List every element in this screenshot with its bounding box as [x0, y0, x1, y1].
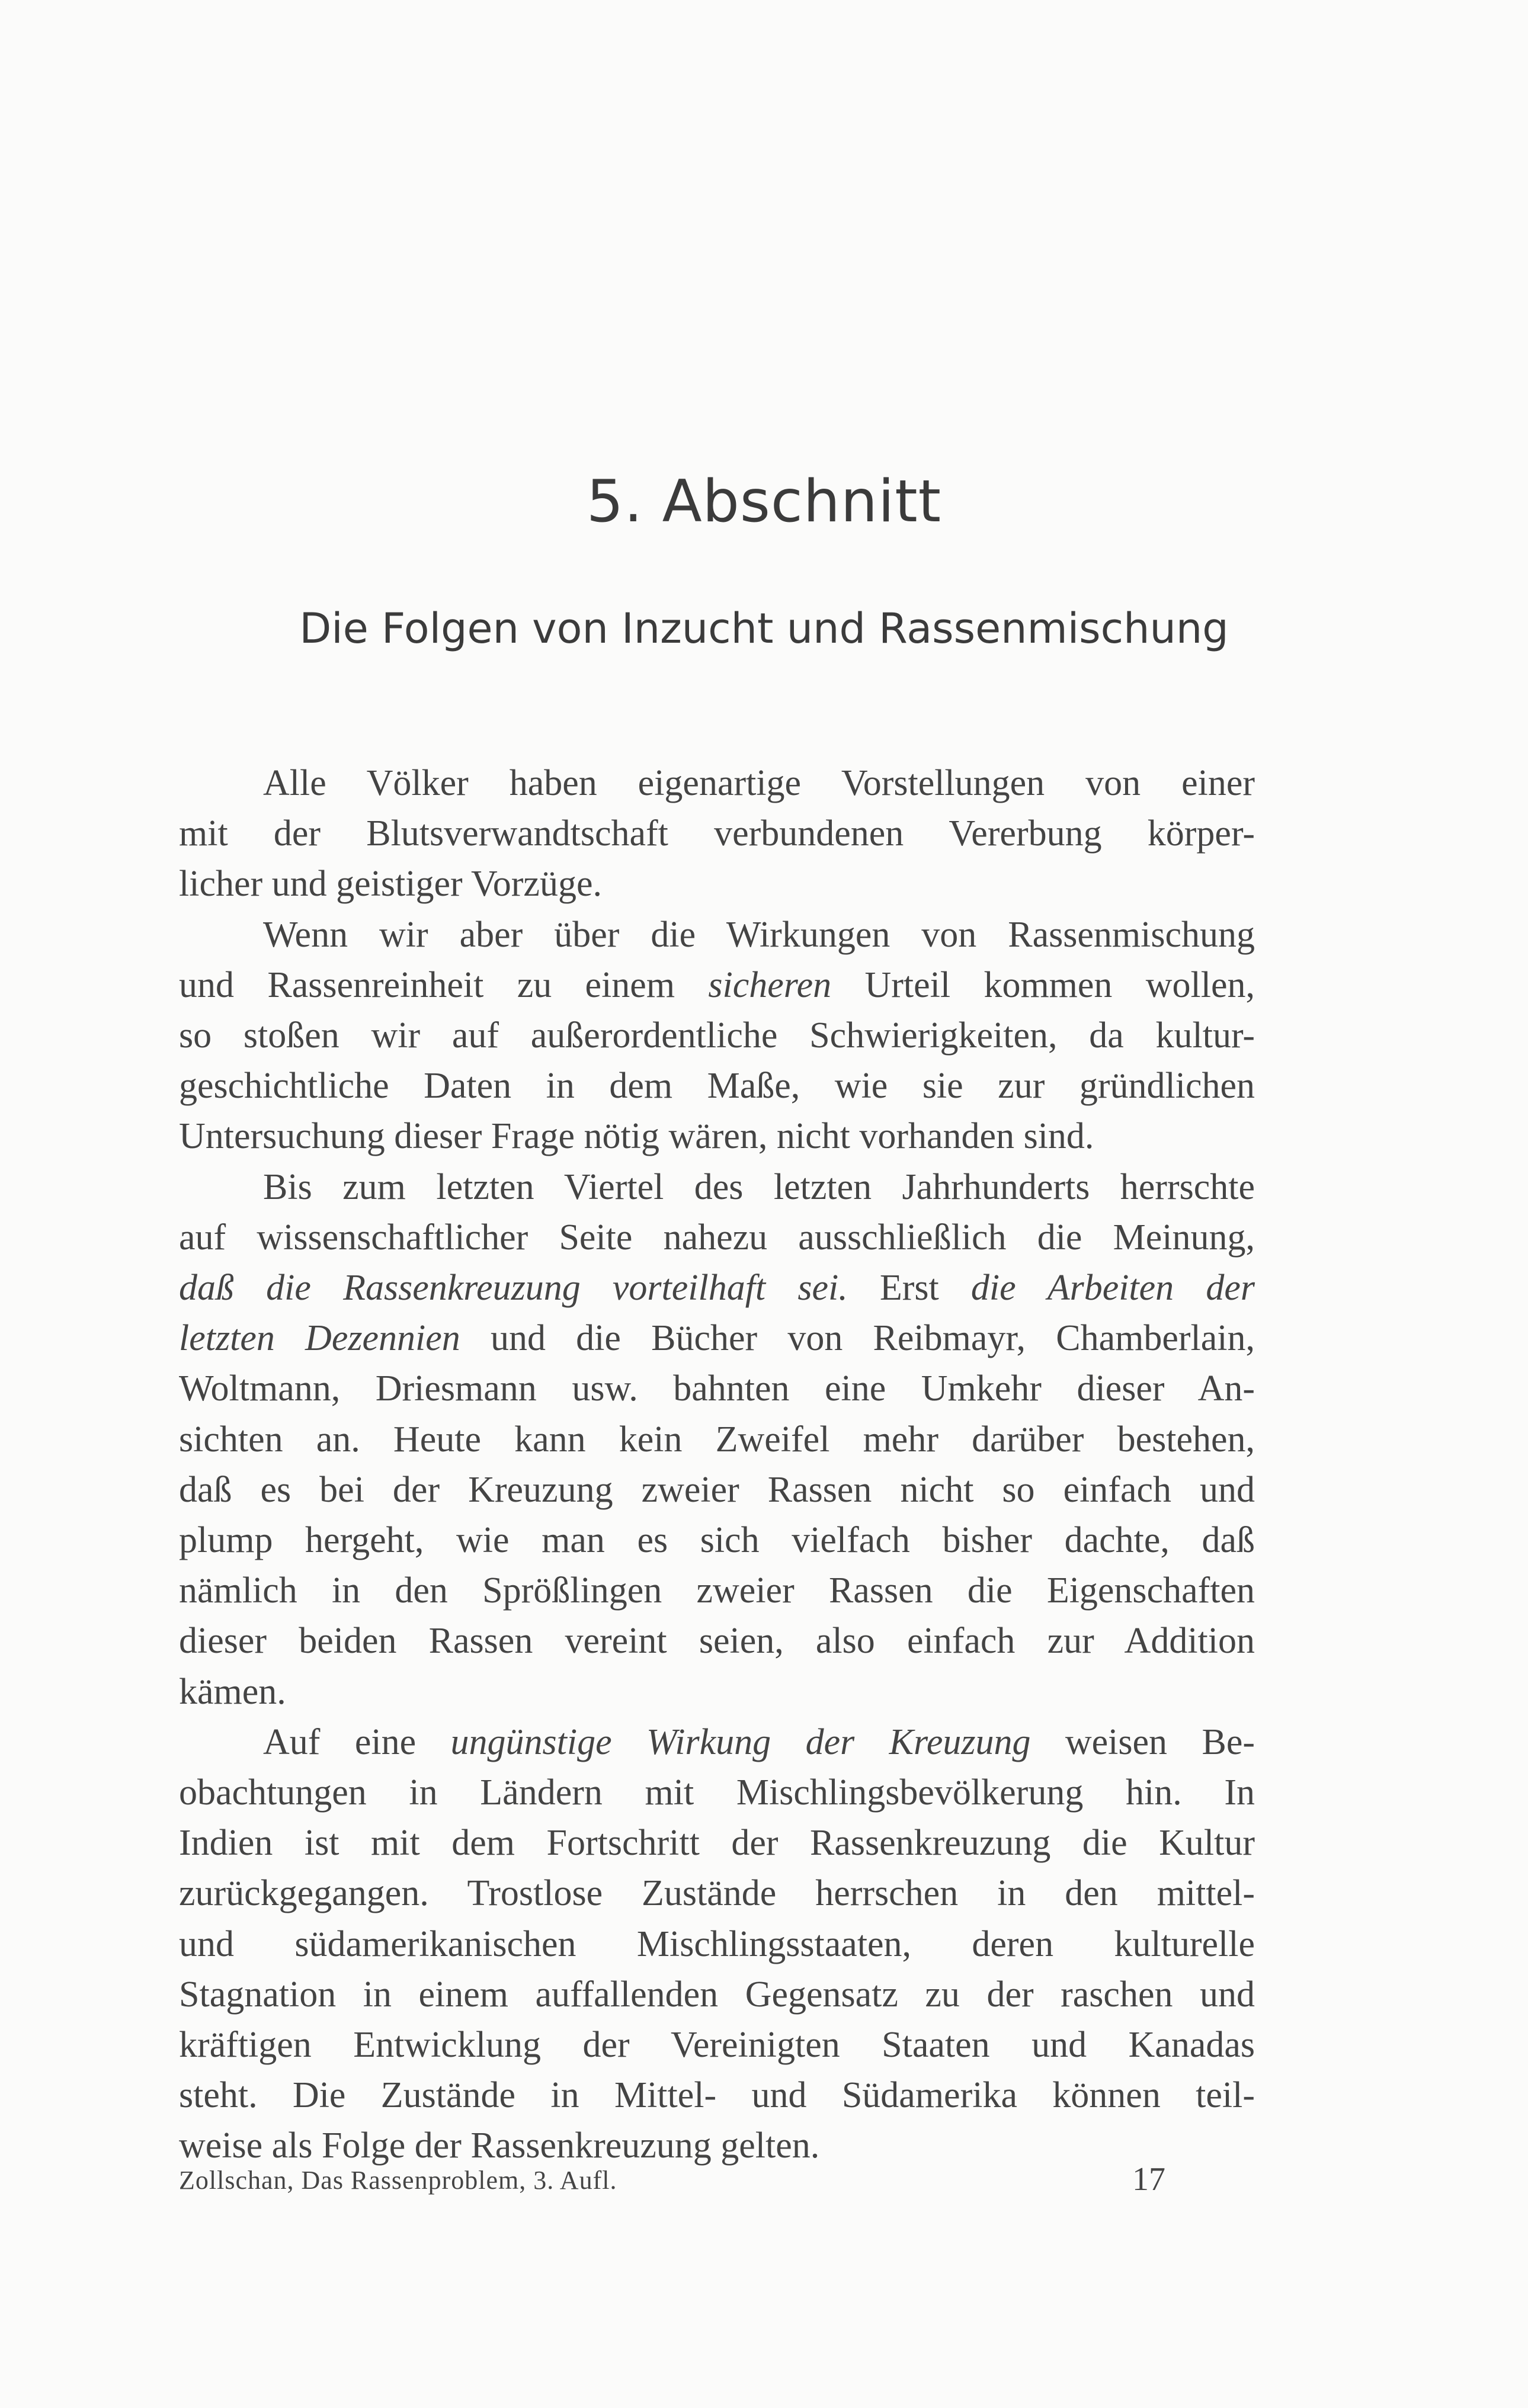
- text-line: [179, 1061, 1255, 1111]
- text-segment: weise als Folge der Rassenkreuzung gelten.: [179, 2125, 820, 2166]
- text-segment: sichten an. Heute kann kein Zweifel mehr darüber bestehen,: [179, 1419, 1255, 1460]
- text-line: [179, 859, 1255, 909]
- text-line: [179, 1919, 1255, 1970]
- text-segment: Stagnation in einem auffallenden Gegensatz zu der raschen und: [179, 1974, 1255, 2015]
- body-text: [179, 758, 1255, 2172]
- text-segment: und die Bücher von Reibmayr, Chamberlain,: [460, 1318, 1255, 1359]
- text-line: [179, 1415, 1255, 1465]
- text-segment: und Rassenreinheit zu einem: [179, 964, 709, 1005]
- text-segment: daß es bei der Kreuzung zweier Rassen nicht so einfach und: [179, 1469, 1255, 1510]
- page-number: 17: [1132, 2161, 1165, 2198]
- text-line: [179, 1313, 1255, 1364]
- text-line: [179, 1566, 1255, 1616]
- text-line: [179, 910, 1255, 960]
- text-segment: geschichtliche Daten in dem Maße, wie sie zur gründlichen: [179, 1066, 1255, 1107]
- text-segment: licher und geistiger Vorzüge.: [179, 864, 602, 905]
- text-line: [179, 1162, 1255, 1213]
- text-line: [179, 1868, 1255, 1919]
- text-segment: Woltmann, Driesmann usw. bahnten eine Umkehr dieser An-: [179, 1368, 1255, 1409]
- text-segment: kräftigen Entwicklung der Vereinigten Staaten und Kanadas: [179, 2025, 1255, 2066]
- text-segment: Auf eine: [263, 1721, 451, 1762]
- text-line: [179, 1515, 1255, 1566]
- text-line: [179, 1465, 1255, 1515]
- text-segment: mit der Blutsverwandtschaft verbundenen Vererbung körper-: [179, 813, 1255, 854]
- text-segment: steht. Die Zustände in Mittel- und Südamerika können teil-: [179, 2075, 1255, 2116]
- text-line: [179, 1111, 1255, 1162]
- text-line: [179, 1970, 1255, 2020]
- text-line: [179, 1213, 1255, 1263]
- text-segment: plump hergeht, wie man es sich vielfach bisher dachte, daß: [179, 1520, 1255, 1561]
- chapter-title: 5. Abschnitt: [586, 468, 942, 536]
- text-line: [179, 1263, 1255, 1313]
- text-segment: auf wissenschaftlicher Seite nahezu ausschließlich die Meinung,: [179, 1217, 1255, 1258]
- text-line: [179, 758, 1255, 809]
- text-segment: Erst: [847, 1268, 971, 1309]
- text-line: [179, 1364, 1255, 1414]
- text-line: [179, 1818, 1255, 1868]
- text-segment: kämen.: [179, 1671, 286, 1712]
- text-segment: so stoßen wir auf außerordentliche Schwierigkeiten, da kultur-: [179, 1015, 1255, 1056]
- text-segment: dieser beiden Rassen vereint seien, also einfach zur Addition: [179, 1621, 1255, 1662]
- footer-source: Zollschan, Das Rassenproblem, 3. Aufl.: [179, 2166, 617, 2195]
- text-line: [179, 1717, 1255, 1768]
- text-segment: Bis zum letzten Viertel des letzten Jahrhunderts herrschte: [263, 1166, 1255, 1207]
- text-line: [179, 1667, 1255, 1717]
- text-line: [179, 2070, 1255, 2121]
- chapter-subtitle: Die Folgen von Inzucht und Rassenmischung: [299, 604, 1229, 653]
- text-segment: Alle Völker haben eigenartige Vorstellungen von einer: [263, 763, 1255, 803]
- italic-segment: sicheren: [708, 964, 832, 1005]
- italic-segment: letzten Dezennien: [179, 1318, 460, 1359]
- text-line: [179, 1011, 1255, 1061]
- text-line: [179, 2121, 1255, 2171]
- text-segment: und südamerikanischen Mischlingsstaaten, deren kulturelle: [179, 1923, 1255, 1964]
- text-segment: weisen Be-: [1030, 1721, 1255, 1762]
- text-line: [179, 809, 1255, 859]
- italic-segment: daß die Rassenkreuzung vorteilhaft sei.: [179, 1268, 848, 1309]
- text-segment: Urteil kommen wollen,: [831, 964, 1255, 1005]
- text-line: [179, 1768, 1255, 1818]
- italic-segment: ungünstige Wirkung der Kreuzung: [450, 1721, 1031, 1762]
- text-line: [179, 1616, 1255, 1666]
- text-segment: Wenn wir aber über die Wirkungen von Rassenmischung: [263, 914, 1255, 955]
- text-line: [179, 2020, 1255, 2070]
- text-segment: obachtungen in Ländern mit Mischlingsbevölkerung hin. In: [179, 1772, 1255, 1813]
- text-segment: Untersuchung dieser Frage nötig wären, nicht vorhanden sind.: [179, 1116, 1094, 1157]
- text-segment: nämlich in den Sprößlingen zweier Rassen die Eigenschaften: [179, 1570, 1255, 1611]
- text-segment: Indien ist mit dem Fortschritt der Rassenkreuzung die Kultur: [179, 1823, 1255, 1864]
- text-segment: zurückgegangen. Trostlose Zustände herrschen in den mittel-: [179, 1873, 1255, 1914]
- text-line: [179, 960, 1255, 1011]
- italic-segment: die Arbeiten der: [970, 1268, 1255, 1309]
